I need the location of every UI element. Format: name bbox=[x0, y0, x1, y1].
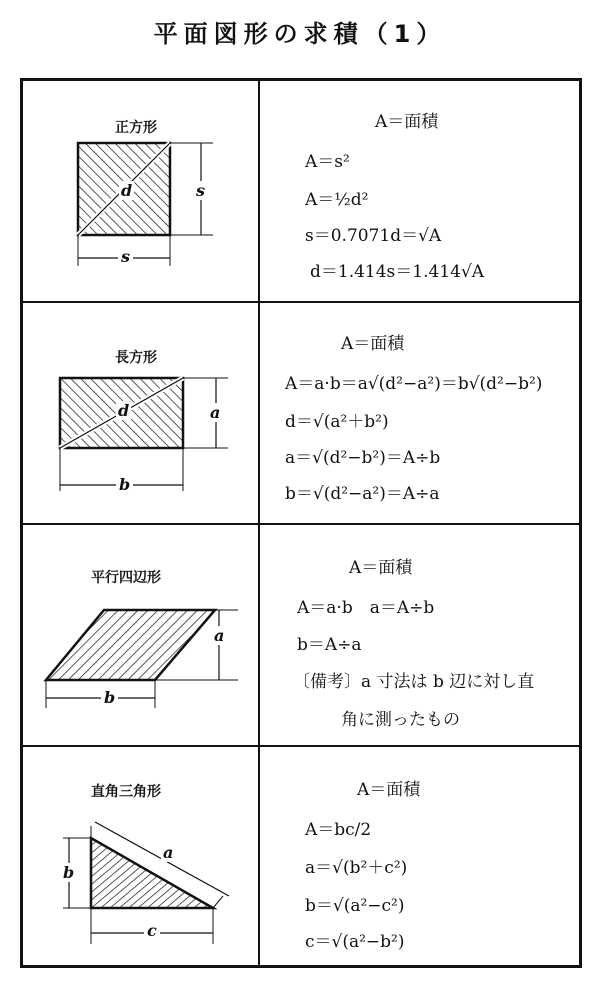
side-label: c bbox=[144, 921, 160, 940]
side-label: a bbox=[210, 403, 221, 422]
right-triangle-figure bbox=[23, 816, 258, 966]
formula-table bbox=[20, 78, 582, 968]
row-divider bbox=[23, 301, 579, 303]
formula-line: A＝bc/2 bbox=[305, 820, 372, 840]
side-label: b bbox=[116, 475, 133, 494]
formula-line: A＝a·b＝a√(d²−a²)＝b√(d²−b²) bbox=[285, 374, 543, 394]
formula-line: a＝√(d²−b²)＝A÷b bbox=[285, 448, 441, 468]
formula-line: A＝面積 bbox=[375, 112, 439, 132]
formula-line: b＝A÷a bbox=[297, 635, 362, 655]
formula-line: b＝√(d²−a²)＝A÷a bbox=[285, 484, 440, 504]
formula-line: A＝面積 bbox=[349, 558, 413, 578]
diagonal-label: d bbox=[121, 181, 133, 200]
rectangle-figure bbox=[23, 361, 258, 511]
side-label: a bbox=[214, 626, 225, 645]
formula-line: 〔備考〕a 寸法は b 辺に対し直 bbox=[293, 672, 535, 692]
hypotenuse-label: a bbox=[163, 843, 174, 862]
formula-line: A＝a·b a＝A÷b bbox=[297, 598, 435, 618]
shape-name-right-triangle: 直角三角形 bbox=[91, 784, 161, 800]
parallelogram-figure bbox=[23, 596, 258, 726]
side-label: s bbox=[196, 181, 206, 200]
row-divider bbox=[23, 523, 579, 525]
side-label: b bbox=[63, 863, 75, 882]
formula-line: c＝√(a²−b²) bbox=[305, 932, 405, 952]
row-divider bbox=[23, 745, 579, 747]
side-label: s bbox=[118, 247, 133, 266]
formula-line: b＝√(a²−c²) bbox=[305, 896, 405, 916]
formula-line: 角に測ったもの bbox=[341, 710, 460, 730]
square-figure bbox=[23, 121, 258, 296]
formula-line: d＝1.414s＝1.414√A bbox=[310, 262, 485, 282]
shape-name-square: 正方形 bbox=[115, 120, 157, 136]
formula-line: a＝√(b²＋c²) bbox=[305, 858, 408, 878]
formula-line: d＝√(a²＋b²) bbox=[285, 412, 389, 432]
formula-line: A＝s² bbox=[305, 152, 350, 172]
formula-line: A＝½d² bbox=[305, 190, 369, 210]
formula-line: A＝面積 bbox=[341, 334, 405, 354]
shape-name-rectangle: 長方形 bbox=[115, 350, 157, 366]
side-label: b bbox=[101, 688, 118, 707]
formula-line: s＝0.7071d＝√A bbox=[305, 226, 442, 246]
formula-line: A＝面積 bbox=[357, 780, 421, 800]
diagonal-label: d bbox=[118, 401, 130, 420]
page-title: 平面図形の求積（1） bbox=[153, 20, 447, 48]
shape-name-parallelogram: 平行四辺形 bbox=[91, 570, 161, 586]
